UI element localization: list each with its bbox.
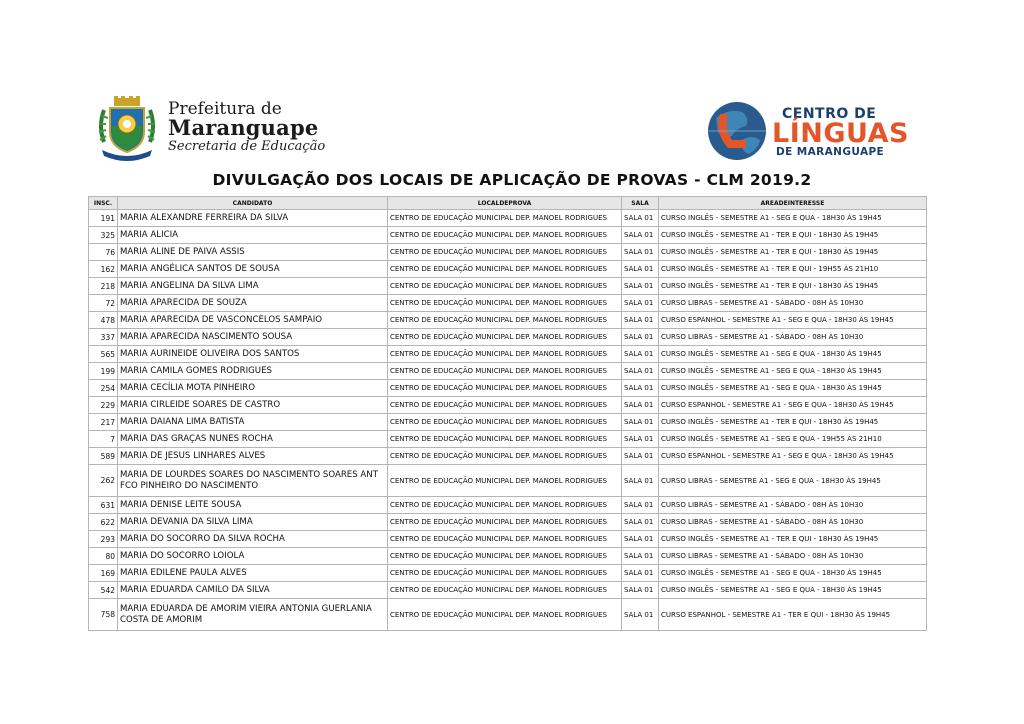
cell-local: CENTRO DE EDUCAÇÃO MUNICIPAL DEP. MANOEL RODRIGUES: [388, 497, 622, 514]
cell-local: CENTRO DE EDUCAÇÃO MUNICIPAL DEP. MANOEL RODRIGUES: [388, 397, 622, 414]
cell-sala: SALA 01: [622, 565, 659, 582]
cell-sala: SALA 01: [622, 278, 659, 295]
cell-sala: SALA 01: [622, 397, 659, 414]
table-row: [89, 380, 927, 397]
cell-candidato: MARIA APARECIDA DE SOUZA: [118, 295, 388, 312]
cell-area: CURSO LIBRAS - SEMESTRE A1 - SÁBADO - 08H ÀS 10H30: [659, 497, 927, 514]
table-row: [89, 227, 927, 244]
cell-sala: SALA 01: [622, 329, 659, 346]
prefeitura-logo: [94, 96, 324, 162]
cell-local: CENTRO DE EDUCAÇÃO MUNICIPAL DEP. MANOEL RODRIGUES: [388, 599, 622, 631]
logo-line-centro: CENTRO DE: [782, 106, 877, 122]
cell-area: CURSO INGLÊS - SEMESTRE A1 - TER E QUI - 18H30 ÀS 19H45: [659, 278, 927, 295]
cell-candidato: MARIA EDUARDA DE AMORIM VIEIRA ANTONIA GUERLANIA COSTA DE AMORIM: [118, 599, 388, 631]
cell-candidato: MARIA EDUARDA CAMILO DA SILVA: [118, 582, 388, 599]
cell-area: CURSO INGLÊS - SEMESTRE A1 - SEG E QUA - 18H30 ÀS 19H45: [659, 363, 927, 380]
cell-sala: SALA 01: [622, 380, 659, 397]
cell-insc: 199: [89, 363, 118, 380]
cell-sala: SALA 01: [622, 531, 659, 548]
cell-local: CENTRO DE EDUCAÇÃO MUNICIPAL DEP. MANOEL RODRIGUES: [388, 465, 622, 497]
cell-insc: 7: [89, 431, 118, 448]
cell-insc: 72: [89, 295, 118, 312]
logo-line-prefeitura: Prefeitura de: [168, 99, 282, 119]
cell-candidato: MARIA ANGELINA DA SILVA LIMA: [118, 278, 388, 295]
cell-candidato: MARIA CECÍLIA MOTA PINHEIRO: [118, 380, 388, 397]
table-row: [89, 565, 927, 582]
cell-sala: SALA 01: [622, 363, 659, 380]
cell-sala: SALA 01: [622, 210, 659, 227]
cell-local: CENTRO DE EDUCAÇÃO MUNICIPAL DEP. MANOEL RODRIGUES: [388, 261, 622, 278]
col-header-candidato: CANDIDATO: [118, 197, 388, 210]
logo-line-de-maranguape: DE MARANGUAPE: [776, 146, 885, 158]
table-header-row: [89, 197, 927, 210]
cell-insc: 622: [89, 514, 118, 531]
cell-local: CENTRO DE EDUCAÇÃO MUNICIPAL DEP. MANOEL RODRIGUES: [388, 565, 622, 582]
cell-local: CENTRO DE EDUCAÇÃO MUNICIPAL DEP. MANOEL RODRIGUES: [388, 363, 622, 380]
cell-insc: 169: [89, 565, 118, 582]
cell-area: CURSO INGLÊS - SEMESTRE A1 - SEG E QUA - 19H55 ÀS 21H10: [659, 431, 927, 448]
cell-area: CURSO INGLÊS - SEMESTRE A1 - SEG E QUA - 18H30 ÀS 19H45: [659, 582, 927, 599]
cell-sala: SALA 01: [622, 346, 659, 363]
cell-area: CURSO INGLÊS - SEMESTRE A1 - SEG E QUA - 18H30 ÀS 19H45: [659, 565, 927, 582]
cell-sala: SALA 01: [622, 431, 659, 448]
table-row: [89, 548, 927, 565]
clm-logo: [706, 100, 909, 162]
cell-sala: SALA 01: [622, 261, 659, 278]
cell-sala: SALA 01: [622, 414, 659, 431]
cell-insc: 162: [89, 261, 118, 278]
cell-candidato: MARIA ALEXANDRE FERREIRA DA SILVA: [118, 210, 388, 227]
cell-local: CENTRO DE EDUCAÇÃO MUNICIPAL DEP. MANOEL RODRIGUES: [388, 380, 622, 397]
cell-area: CURSO INGLÊS - SEMESTRE A1 - TER E QUI - 18H30 ÀS 19H45: [659, 227, 927, 244]
cell-local: CENTRO DE EDUCAÇÃO MUNICIPAL DEP. MANOEL RODRIGUES: [388, 531, 622, 548]
cell-local: CENTRO DE EDUCAÇÃO MUNICIPAL DEP. MANOEL RODRIGUES: [388, 448, 622, 465]
cell-local: CENTRO DE EDUCAÇÃO MUNICIPAL DEP. MANOEL RODRIGUES: [388, 346, 622, 363]
cell-candidato: MARIA DE JESUS LINHARES ALVES: [118, 448, 388, 465]
cell-area: CURSO INGLÊS - SEMESTRE A1 - TER E QUI - 18H30 ÀS 19H45: [659, 414, 927, 431]
cell-candidato: MARIA DAS GRAÇAS NUNES ROCHA: [118, 431, 388, 448]
cell-candidato: MARIA CAMILA GOMES RODRIGUES: [118, 363, 388, 380]
cell-area: CURSO INGLÊS - SEMESTRE A1 - TER E QUI - 18H30 ÀS 19H45: [659, 244, 927, 261]
globe-icon: [706, 100, 770, 162]
col-header-local: LOCALDEPROVA: [388, 197, 622, 210]
cell-area: CURSO INGLÊS - SEMESTRE A1 - SEG E QUA - 18H30 ÀS 19H45: [659, 380, 927, 397]
table-row: [89, 514, 927, 531]
cell-candidato: MARIA ALICIA: [118, 227, 388, 244]
cell-candidato: MARIA CIRLEIDE SOARES DE CASTRO: [118, 397, 388, 414]
cell-area: CURSO ESPANHOL - SEMESTRE A1 - SEG E QUA - 18H30 ÀS 19H45: [659, 397, 927, 414]
table-row: [89, 497, 927, 514]
cell-insc: 217: [89, 414, 118, 431]
cell-area: CURSO INGLÊS - SEMESTRE A1 - SEG E QUA - 18H30 ÀS 19H45: [659, 346, 927, 363]
cell-insc: 631: [89, 497, 118, 514]
cell-local: CENTRO DE EDUCAÇÃO MUNICIPAL DEP. MANOEL RODRIGUES: [388, 548, 622, 565]
cell-insc: 337: [89, 329, 118, 346]
logo-line-maranguape: Maranguape: [168, 115, 319, 140]
cell-area: CURSO LIBRAS - SEMESTRE A1 - SÁBADO - 08H ÀS 10H30: [659, 329, 927, 346]
cell-area: CURSO INGLÊS - SEMESTRE A1 - SEG E QUA - 18H30 ÀS 19H45: [659, 210, 927, 227]
cell-insc: 478: [89, 312, 118, 329]
table-row: [89, 295, 927, 312]
cell-area: CURSO LIBRAS - SEMESTRE A1 - SÁBADO - 08H ÀS 10H30: [659, 548, 927, 565]
table-row: [89, 414, 927, 431]
cell-candidato: MARIA DENISE LEITE SOUSA: [118, 497, 388, 514]
col-header-area: AREADEINTERESSE: [659, 197, 927, 210]
cell-candidato: MARIA AURINEIDE OLIVEIRA DOS SANTOS: [118, 346, 388, 363]
table-row: [89, 599, 927, 631]
cell-insc: 76: [89, 244, 118, 261]
table-row: [89, 312, 927, 329]
cell-candidato: MARIA APARECIDA NASCIMENTO SOUSA: [118, 329, 388, 346]
page-title: DIVULGAÇÃO DOS LOCAIS DE APLICAÇÃO DE PROVAS - CLM 2019.2: [212, 171, 812, 189]
cell-insc: 262: [89, 465, 118, 497]
cell-local: CENTRO DE EDUCAÇÃO MUNICIPAL DEP. MANOEL RODRIGUES: [388, 278, 622, 295]
cell-sala: SALA 01: [622, 497, 659, 514]
cell-local: CENTRO DE EDUCAÇÃO MUNICIPAL DEP. MANOEL RODRIGUES: [388, 514, 622, 531]
cell-sala: SALA 01: [622, 244, 659, 261]
table-row: [89, 210, 927, 227]
cell-insc: 218: [89, 278, 118, 295]
cell-sala: SALA 01: [622, 312, 659, 329]
col-header-insc: INSC.: [89, 197, 118, 210]
cell-local: CENTRO DE EDUCAÇÃO MUNICIPAL DEP. MANOEL RODRIGUES: [388, 227, 622, 244]
table-row: [89, 244, 927, 261]
cell-candidato: MARIA APARECIDA DE VASCONCELOS SAMPAIO: [118, 312, 388, 329]
cell-insc: 80: [89, 548, 118, 565]
cell-candidato: MARIA DE LOURDES SOARES DO NASCIMENTO SOARES ANT FCO PINHEIRO DO NASCIMENTO: [118, 465, 388, 497]
cell-area: CURSO ESPANHOL - SEMESTRE A1 - SEG E QUA - 18H30 ÀS 19H45: [659, 448, 927, 465]
table-row: [89, 582, 927, 599]
cell-sala: SALA 01: [622, 599, 659, 631]
cell-sala: SALA 01: [622, 227, 659, 244]
cell-local: CENTRO DE EDUCAÇÃO MUNICIPAL DEP. MANOEL RODRIGUES: [388, 431, 622, 448]
col-header-sala: SALA: [622, 197, 659, 210]
cell-insc: 565: [89, 346, 118, 363]
cell-area: CURSO ESPANHOL - SEMESTRE A1 - SEG E QUA - 18H30 ÀS 19H45: [659, 312, 927, 329]
cell-candidato: MARIA ALINE DE PAIVA ASSIS: [118, 244, 388, 261]
table-row: [89, 397, 927, 414]
cell-candidato: MARIA DEVANIA DA SILVA LIMA: [118, 514, 388, 531]
table-row: [89, 448, 927, 465]
table-row: [89, 261, 927, 278]
table-row: [89, 431, 927, 448]
cell-candidato: MARIA ANGÉLICA SANTOS DE SOUSA: [118, 261, 388, 278]
cell-area: CURSO INGLÊS - SEMESTRE A1 - TER E QUI - 18H30 ÀS 19H45: [659, 531, 927, 548]
cell-local: CENTRO DE EDUCAÇÃO MUNICIPAL DEP. MANOEL RODRIGUES: [388, 295, 622, 312]
cell-candidato: MARIA DO SOCORRO LOIOLA: [118, 548, 388, 565]
cell-insc: 293: [89, 531, 118, 548]
table-row: [89, 465, 927, 497]
cell-local: CENTRO DE EDUCAÇÃO MUNICIPAL DEP. MANOEL RODRIGUES: [388, 414, 622, 431]
cell-insc: 229: [89, 397, 118, 414]
cell-sala: SALA 01: [622, 465, 659, 497]
cell-local: CENTRO DE EDUCAÇÃO MUNICIPAL DEP. MANOEL RODRIGUES: [388, 244, 622, 261]
table-row: [89, 346, 927, 363]
cell-sala: SALA 01: [622, 295, 659, 312]
cell-area: CURSO LIBRAS - SEMESTRE A1 - SÁBADO - 08H ÀS 10H30: [659, 295, 927, 312]
cell-area: CURSO LIBRAS - SEMESTRE A1 - SÁBADO - 08H ÀS 10H30: [659, 514, 927, 531]
cell-insc: 758: [89, 599, 118, 631]
table-row: [89, 531, 927, 548]
cell-insc: 589: [89, 448, 118, 465]
cell-insc: 325: [89, 227, 118, 244]
cell-area: CURSO LIBRAS - SEMESTRE A1 - SEG E QUA - 18H30 ÀS 19H45: [659, 465, 927, 497]
cell-candidato: MARIA DO SOCORRO DA SILVA ROCHA: [118, 531, 388, 548]
cell-insc: 254: [89, 380, 118, 397]
exam-locations-table: [88, 196, 927, 631]
cell-sala: SALA 01: [622, 582, 659, 599]
table-row: [89, 329, 927, 346]
cell-local: CENTRO DE EDUCAÇÃO MUNICIPAL DEP. MANOEL RODRIGUES: [388, 312, 622, 329]
logo-line-secretaria: Secretaria de Educação: [168, 139, 326, 154]
cell-candidato: MARIA DAIANA LIMA BATISTA: [118, 414, 388, 431]
logo-line-linguas: LÍNGUAS: [772, 118, 909, 149]
cell-sala: SALA 01: [622, 514, 659, 531]
cell-candidato: MARIA EDILENE PAULA ALVES: [118, 565, 388, 582]
table-row: [89, 278, 927, 295]
table-row: [89, 363, 927, 380]
cell-insc: 542: [89, 582, 118, 599]
municipal-crest-icon: [94, 96, 160, 162]
cell-sala: SALA 01: [622, 548, 659, 565]
cell-sala: SALA 01: [622, 448, 659, 465]
cell-area: CURSO INGLÊS - SEMESTRE A1 - TER E QUI - 19H55 ÀS 21H10: [659, 261, 927, 278]
cell-area: CURSO ESPANHOL - SEMESTRE A1 - TER E QUI - 18H30 ÀS 19H45: [659, 599, 927, 631]
cell-local: CENTRO DE EDUCAÇÃO MUNICIPAL DEP. MANOEL RODRIGUES: [388, 329, 622, 346]
cell-local: CENTRO DE EDUCAÇÃO MUNICIPAL DEP. MANOEL RODRIGUES: [388, 582, 622, 599]
cell-local: CENTRO DE EDUCAÇÃO MUNICIPAL DEP. MANOEL RODRIGUES: [388, 210, 622, 227]
cell-insc: 191: [89, 210, 118, 227]
